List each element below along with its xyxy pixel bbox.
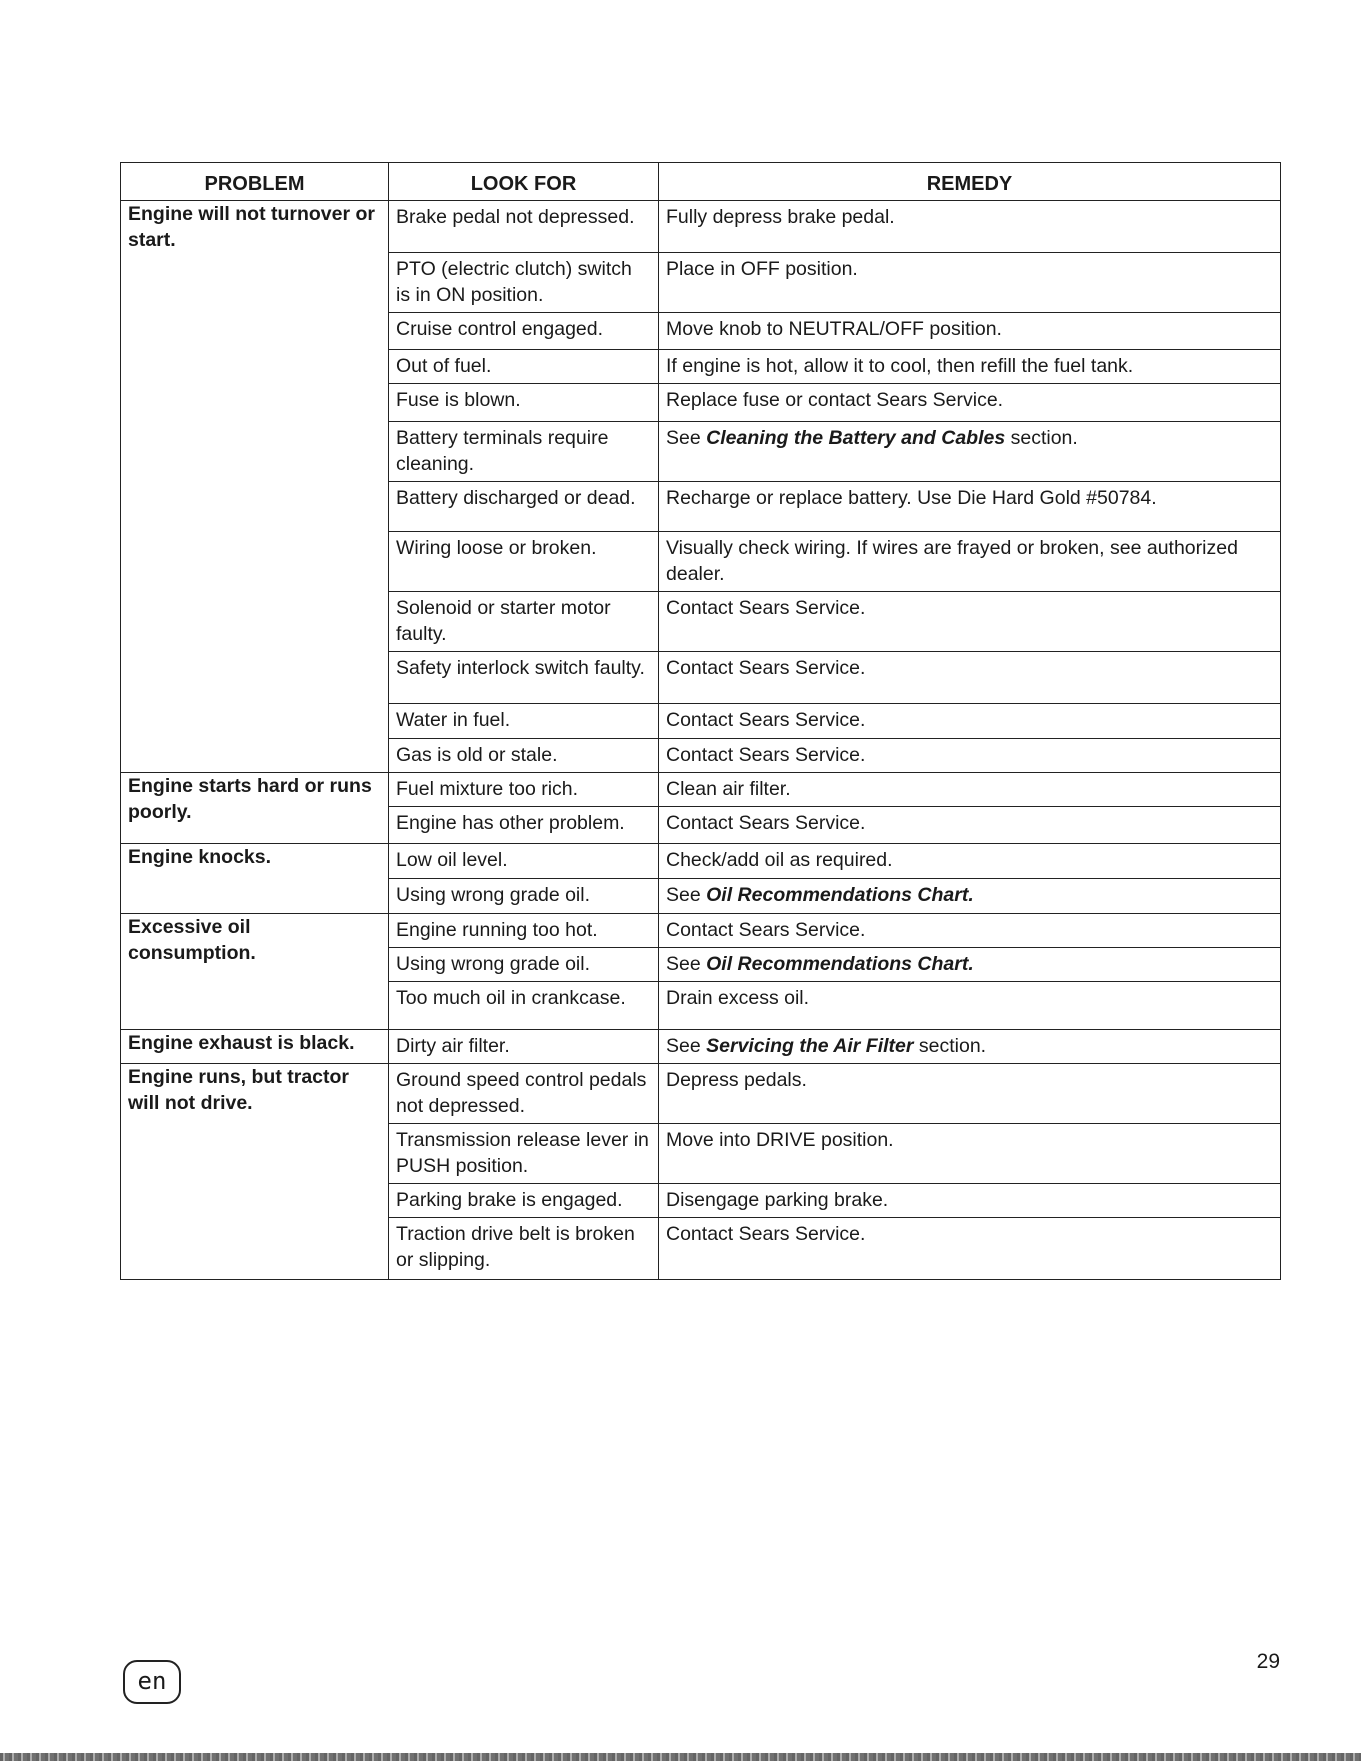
remedy-text: section. [1005,427,1078,449]
remedy-reference: Oil Recommendations Chart. [706,884,974,906]
remedy-text: Depress pedals. [666,1069,807,1091]
look-for-cell: Gas is old or stale. [389,739,659,773]
problem-cell: Engine starts hard or runs poorly. [121,773,389,844]
table-body [121,201,1281,1280]
remedy-text: Visually check wiring. If wires are frayed or broken, see authorized dealer. [666,537,1238,585]
look-for-cell: Solenoid or starter motor faulty. [389,592,659,652]
remedy-text: Contact Sears Service. [666,919,866,941]
remedy-reference: Cleaning the Battery and Cables [706,427,1006,449]
look-for-cell: Battery discharged or dead. [389,482,659,532]
remedy-text: Contact Sears Service. [666,657,866,679]
remedy-cell [659,704,1281,739]
remedy-text: Contact Sears Service. [666,1223,866,1245]
remedy-cell [659,532,1281,592]
remedy-cell [659,1218,1281,1280]
look-for-cell: Brake pedal not depressed. [389,201,659,253]
remedy-text: Disengage parking brake. [666,1189,889,1211]
remedy-text: section. [913,1035,987,1057]
remedy-text: Recharge or replace battery. Use Die Hard Gold #50784. [666,487,1157,509]
remedy-text: See [666,1035,707,1057]
look-for-cell: Fuel mixture too rich. [389,773,659,807]
remedy-cell [659,313,1281,350]
look-for-cell: Using wrong grade oil. [389,879,659,914]
look-for-cell: Parking brake is engaged. [389,1184,659,1218]
look-for-cell: Battery terminals require cleaning. [389,422,659,482]
remedy-cell [659,652,1281,704]
table-row [121,773,1281,807]
table-row [121,914,1281,948]
remedy-cell [659,773,1281,807]
remedy-text: See [666,427,707,449]
remedy-text: See [666,953,707,975]
look-for-cell: Wiring loose or broken. [389,532,659,592]
remedy-text: Contact Sears Service. [666,597,866,619]
header-row [121,163,1281,201]
remedy-cell [659,807,1281,844]
table-row [121,1064,1281,1124]
remedy-text: See [666,884,707,906]
problem-cell: Engine knocks. [121,844,389,914]
remedy-cell [659,1064,1281,1124]
remedy-text: If engine is hot, allow it to cool, then refill the fuel tank. [666,355,1134,377]
remedy-text: Contact Sears Service. [666,744,866,766]
look-for-cell: Ground speed control pedals not depressed. [389,1064,659,1124]
remedy-text: Move into DRIVE position. [666,1129,894,1151]
look-for-cell: Fuse is blown. [389,384,659,422]
look-for-cell: Low oil level. [389,844,659,879]
problem-cell: Engine will not turnover or start. [121,201,389,773]
problem-cell: Engine exhaust is black. [121,1030,389,1064]
header-remedy: REMEDY [659,163,1281,201]
remedy-cell [659,422,1281,482]
remedy-cell [659,879,1281,914]
remedy-text: Replace fuse or contact Sears Service. [666,389,1004,411]
remedy-cell [659,844,1281,879]
remedy-cell [659,1124,1281,1184]
look-for-cell: Traction drive belt is broken or slipping. [389,1218,659,1280]
header-look-for: LOOK FOR [389,163,659,201]
remedy-cell [659,1184,1281,1218]
scan-edge-decoration [0,1753,1361,1761]
remedy-cell [659,253,1281,313]
look-for-cell: Out of fuel. [389,350,659,384]
remedy-cell [659,739,1281,773]
remedy-text: Contact Sears Service. [666,709,866,731]
look-for-cell: Engine running too hot. [389,914,659,948]
remedy-cell [659,982,1281,1030]
remedy-text: Contact Sears Service. [666,812,866,834]
remedy-reference: Oil Recommendations Chart. [706,953,974,975]
page-number: 29 [1256,1650,1280,1673]
table-row [121,844,1281,879]
remedy-text: Check/add oil as required. [666,849,893,871]
remedy-cell [659,482,1281,532]
remedy-text: Move knob to NEUTRAL/OFF position. [666,318,1002,340]
remedy-cell [659,948,1281,982]
look-for-cell: Water in fuel. [389,704,659,739]
troubleshooting-table [120,162,1281,1280]
remedy-text: Clean air filter. [666,778,791,800]
table-row [121,1030,1281,1064]
language-badge: en [123,1660,181,1704]
remedy-cell [659,384,1281,422]
problem-cell: Engine runs, but tractor will not drive. [121,1064,389,1280]
look-for-cell: Transmission release lever in PUSH position. [389,1124,659,1184]
look-for-cell: Safety interlock switch faulty. [389,652,659,704]
remedy-text: Fully depress brake pedal. [666,206,895,228]
problem-cell: Excessive oil consumption. [121,914,389,1030]
look-for-cell: Too much oil in crankcase. [389,982,659,1030]
troubleshooting-table-container [120,162,1280,1280]
remedy-cell [659,350,1281,384]
remedy-text: Drain excess oil. [666,987,810,1009]
remedy-text: Place in OFF position. [666,258,858,280]
remedy-cell [659,592,1281,652]
look-for-cell: Engine has other problem. [389,807,659,844]
header-problem: PROBLEM [121,163,389,201]
remedy-reference: Servicing the Air Filter [706,1035,914,1057]
look-for-cell: Using wrong grade oil. [389,948,659,982]
look-for-cell: Cruise control engaged. [389,313,659,350]
look-for-cell: Dirty air filter. [389,1030,659,1064]
remedy-cell [659,1030,1281,1064]
table-row [121,201,1281,253]
remedy-cell [659,914,1281,948]
remedy-cell [659,201,1281,253]
look-for-cell: PTO (electric clutch) switch is in ON position. [389,253,659,313]
